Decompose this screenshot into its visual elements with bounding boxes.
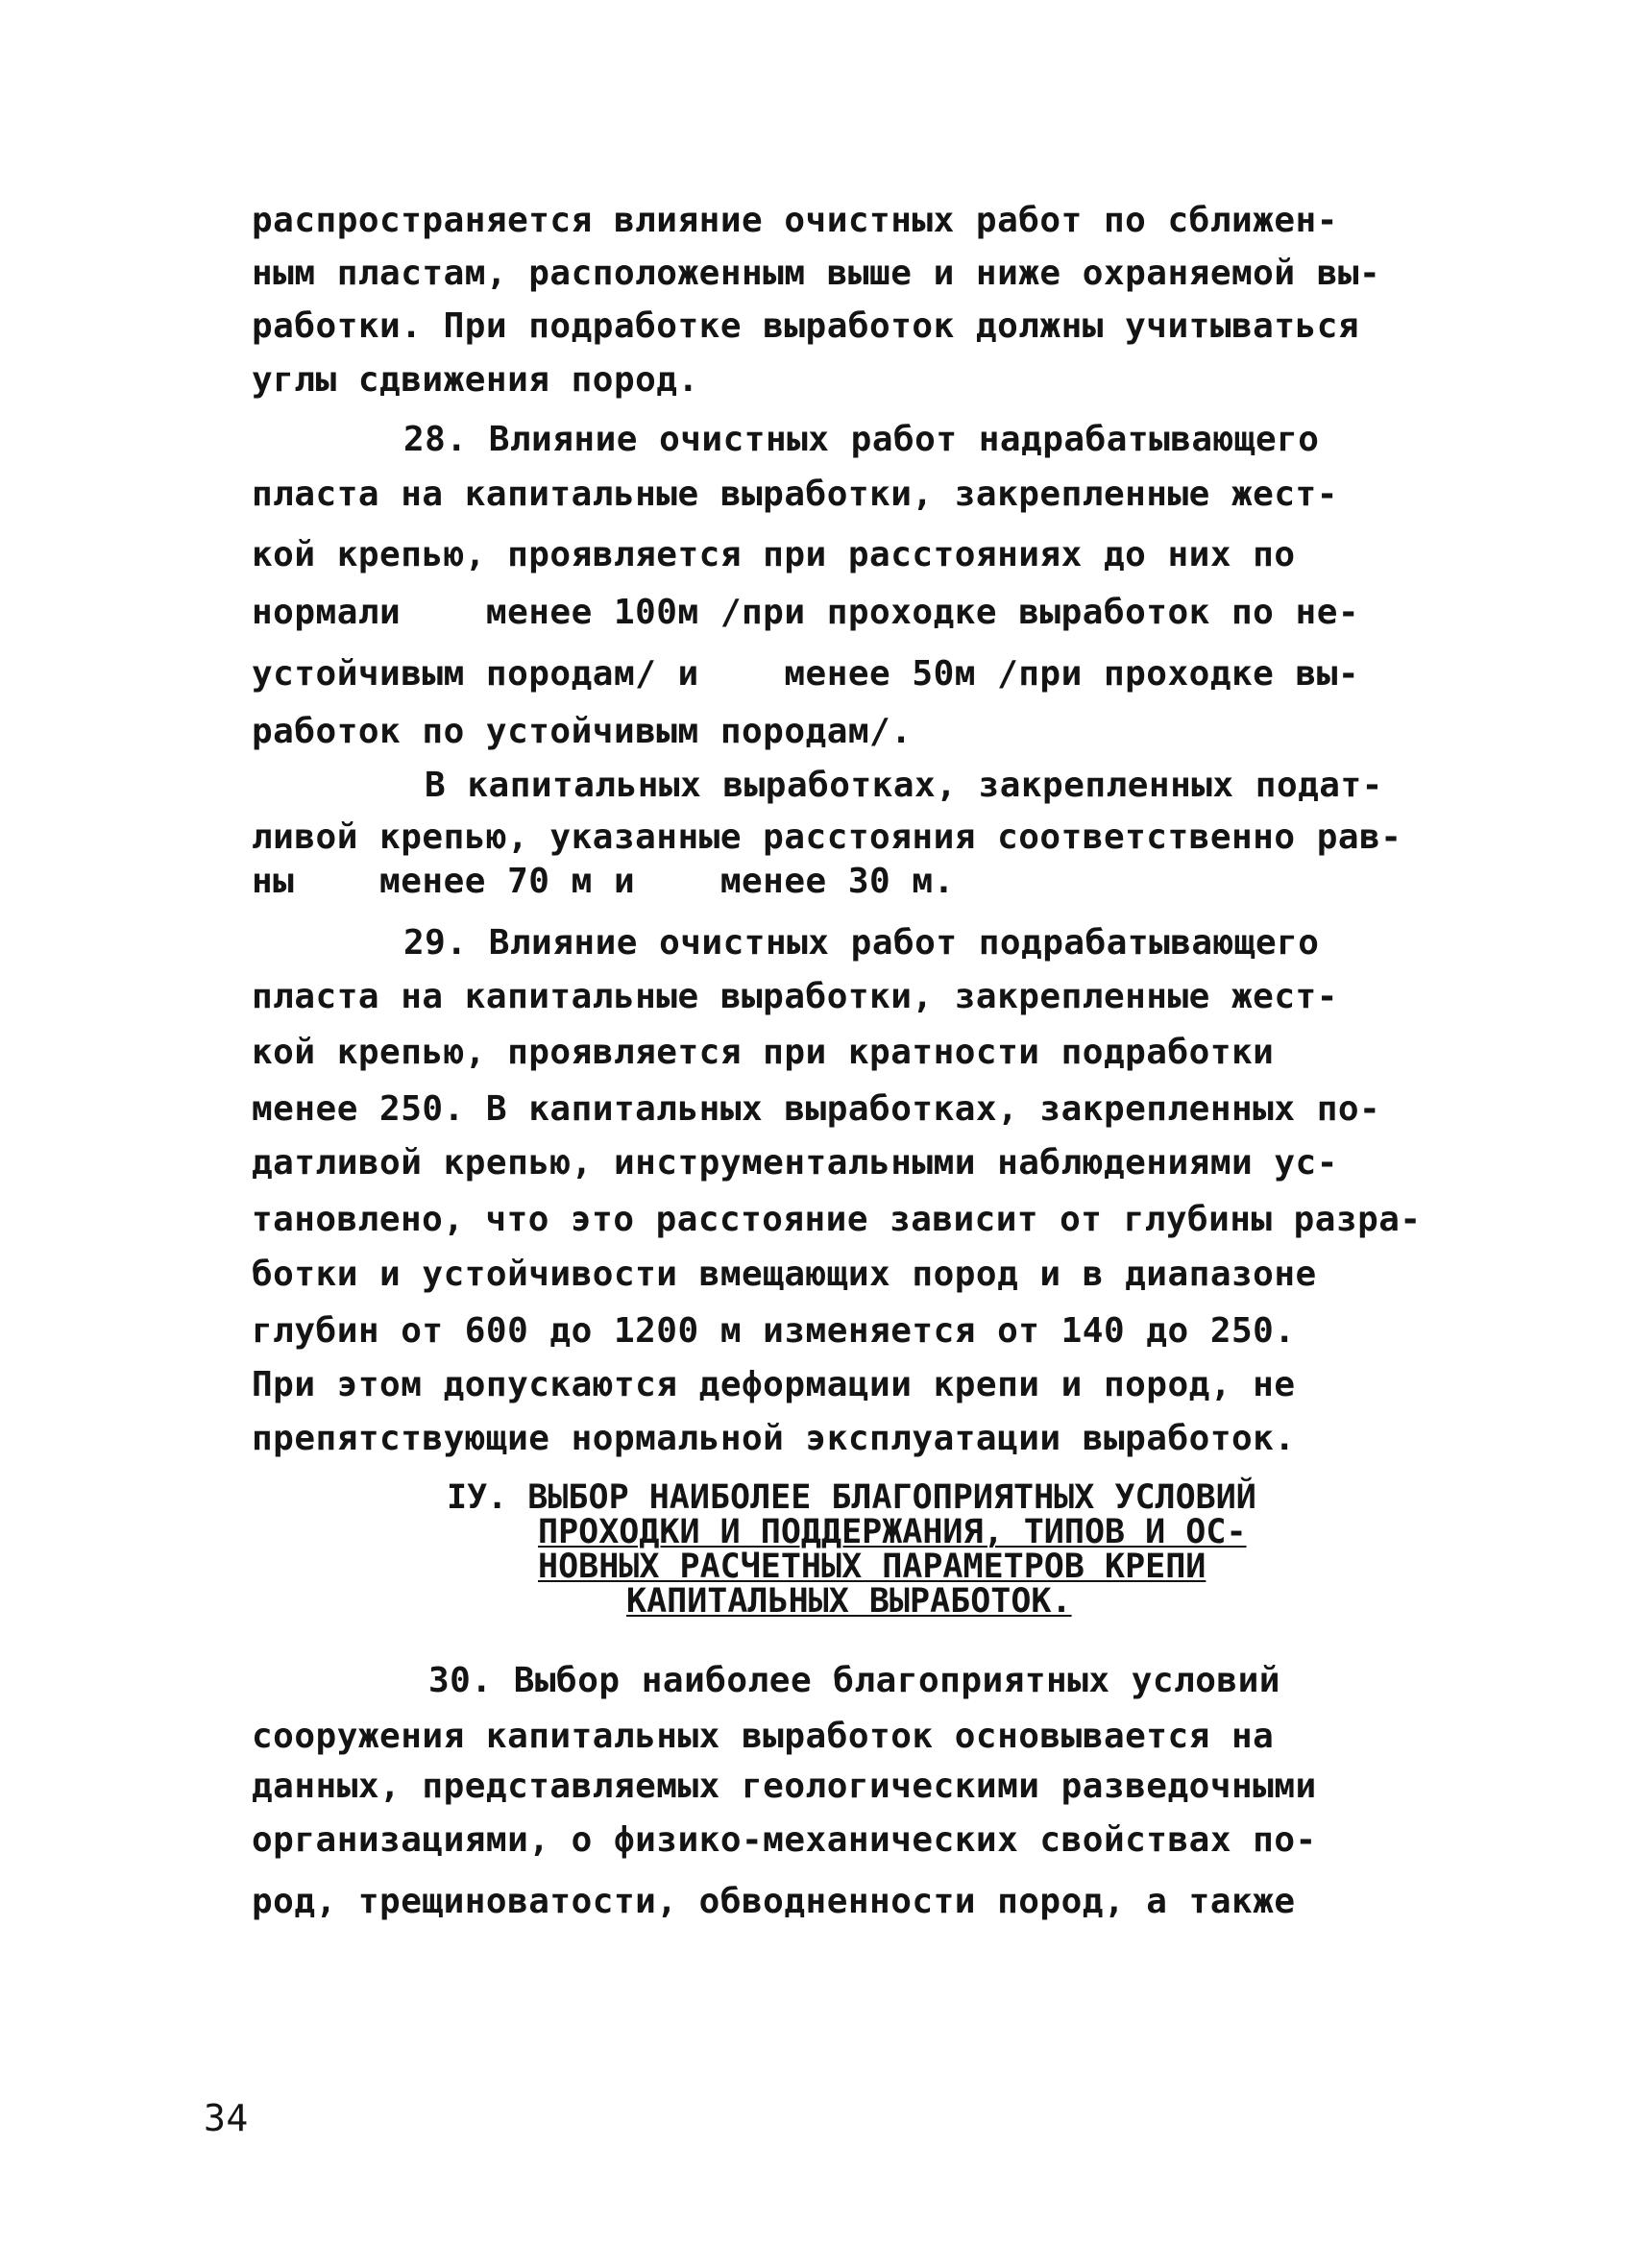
text-line: род, трещиноватости, обводненности пород, а также	[252, 1882, 1296, 1921]
page-number: 34	[204, 2097, 249, 2139]
text-line: сооружения капитальных выработок основывается на	[252, 1717, 1275, 1756]
text-line: устойчивым породам/ и менее 50м /при проходке вы-	[252, 654, 1360, 694]
text-line: пласта на капитальные выработки, закрепленные жест-	[252, 475, 1338, 514]
text-line: ным пластам, расположенным выше и ниже охраняемой вы-	[252, 254, 1381, 293]
heading-line: IУ. ВЫБОР НАИБОЛЕЕ БЛАГОПРИЯТНЫХ УСЛОВИЙ	[447, 1478, 1256, 1517]
text-line: тановлено, что это расстояние зависит от глубины разра-	[252, 1200, 1422, 1239]
text-line: менее 250. В капитальных выработках, закрепленных по-	[252, 1089, 1381, 1129]
heading-line: КАПИТАЛЬНЫХ ВЫРАБОТОК.	[626, 1582, 1072, 1621]
text-line: нормали менее 100м /при проходке выработок по не-	[252, 593, 1360, 632]
text-line: ботки и устойчивости вмещающих пород и в диапазоне	[252, 1255, 1317, 1294]
text-line: работок по устойчивым породам/.	[252, 712, 913, 751]
text-line: 28. Влияние очистных работ надрабатывающего	[403, 420, 1320, 459]
heading-line: НОВНЫХ РАСЧЕТНЫХ ПАРАМЕТРОВ КРЕПИ	[538, 1548, 1206, 1586]
text-line: данных, представляемых геологическими разведочными	[252, 1767, 1317, 1806]
text-line: ны менее 70 м и менее 30 м.	[252, 862, 955, 901]
text-line: кой крепью, проявляется при кратности подработки	[252, 1033, 1275, 1072]
heading-line: ПРОХОДКИ И ПОДДЕРЖАНИЯ, ТИПОВ И ОС-	[538, 1513, 1247, 1551]
text-line: углы сдвижения пород.	[252, 360, 699, 400]
text-line: 29. Влияние очистных работ подрабатывающего	[403, 923, 1320, 963]
text-line: 30. Выбор наиболее благоприятных условий	[428, 1661, 1280, 1700]
text-line: пласта на капитальные выработки, закрепленные жест-	[252, 977, 1338, 1016]
text-line: При этом допускаются деформации крепи и пород, не	[252, 1365, 1296, 1404]
text-line: распространяется влияние очистных работ по сближен-	[252, 201, 1338, 240]
text-line: организациями, о физико-механических свойствах по-	[252, 1820, 1317, 1860]
text-line: датливой крепью, инструментальными наблюдениями ус-	[252, 1143, 1338, 1183]
text-line: кой крепью, проявляется при расстояниях до них по	[252, 535, 1296, 574]
text-line: В капитальных выработках, закрепленных подат-	[425, 766, 1383, 805]
text-line: глубин от 600 до 1200 м изменяется от 140 до 250.	[252, 1311, 1296, 1351]
text-line: работки. При подработке выработок должны учитываться	[252, 306, 1360, 346]
text-line: ливой крепью, указанные расстояния соответственно рав-	[252, 817, 1402, 857]
text-line: препятствующие нормальной эксплуатации выработок.	[252, 1419, 1296, 1458]
